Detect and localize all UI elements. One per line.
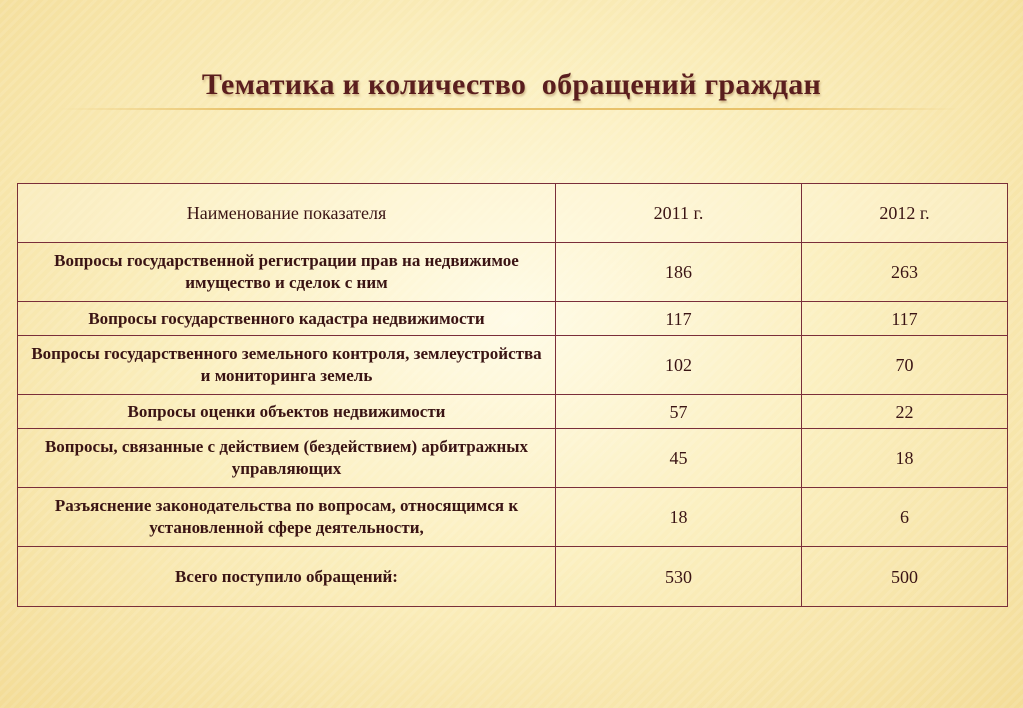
value-2012: 18: [802, 429, 1008, 488]
slide-title: Тематика и количество обращений граждан: [201, 68, 822, 101]
value-2011: 18: [556, 488, 802, 547]
table-header-row: [18, 184, 1008, 243]
total-label: Всего поступило обращений:: [18, 547, 556, 607]
table-row: [18, 302, 1008, 336]
row-label: Вопросы, связанные с действием (бездействием) арбитражных управляющих: [18, 429, 556, 488]
total-2011: 530: [556, 547, 802, 607]
title-divider: [60, 108, 960, 110]
value-2011: 117: [556, 302, 802, 336]
table-row: [18, 488, 1008, 547]
header-year-2012: 2012 г.: [802, 184, 1008, 243]
value-2012: 263: [802, 243, 1008, 302]
table-row: [18, 243, 1008, 302]
table-row: [18, 336, 1008, 395]
table-total-row: [18, 547, 1008, 607]
value-2012: 22: [802, 395, 1008, 429]
row-label: Разъяснение законодательства по вопросам, относящимся к установленной сфере деятельности,: [18, 488, 556, 547]
table-row: [18, 395, 1008, 429]
row-label: Вопросы государственного кадастра недвижимости: [18, 302, 556, 336]
header-indicator-name: Наименование показателя: [18, 184, 556, 243]
value-2012: 70: [802, 336, 1008, 395]
value-2011: 102: [556, 336, 802, 395]
value-2011: 45: [556, 429, 802, 488]
value-2011: 186: [556, 243, 802, 302]
table-row: [18, 429, 1008, 488]
total-2012: 500: [802, 547, 1008, 607]
row-label: Вопросы оценки объектов недвижимости: [18, 395, 556, 429]
row-label: Вопросы государственного земельного контроля, землеустройства и мониторинга земель: [18, 336, 556, 395]
appeals-table: [17, 183, 1008, 607]
value-2011: 57: [556, 395, 802, 429]
value-2012: 117: [802, 302, 1008, 336]
header-year-2011: 2011 г.: [556, 184, 802, 243]
value-2012: 6: [802, 488, 1008, 547]
row-label: Вопросы государственной регистрации прав на недвижимое имущество и сделок с ним: [18, 243, 556, 302]
